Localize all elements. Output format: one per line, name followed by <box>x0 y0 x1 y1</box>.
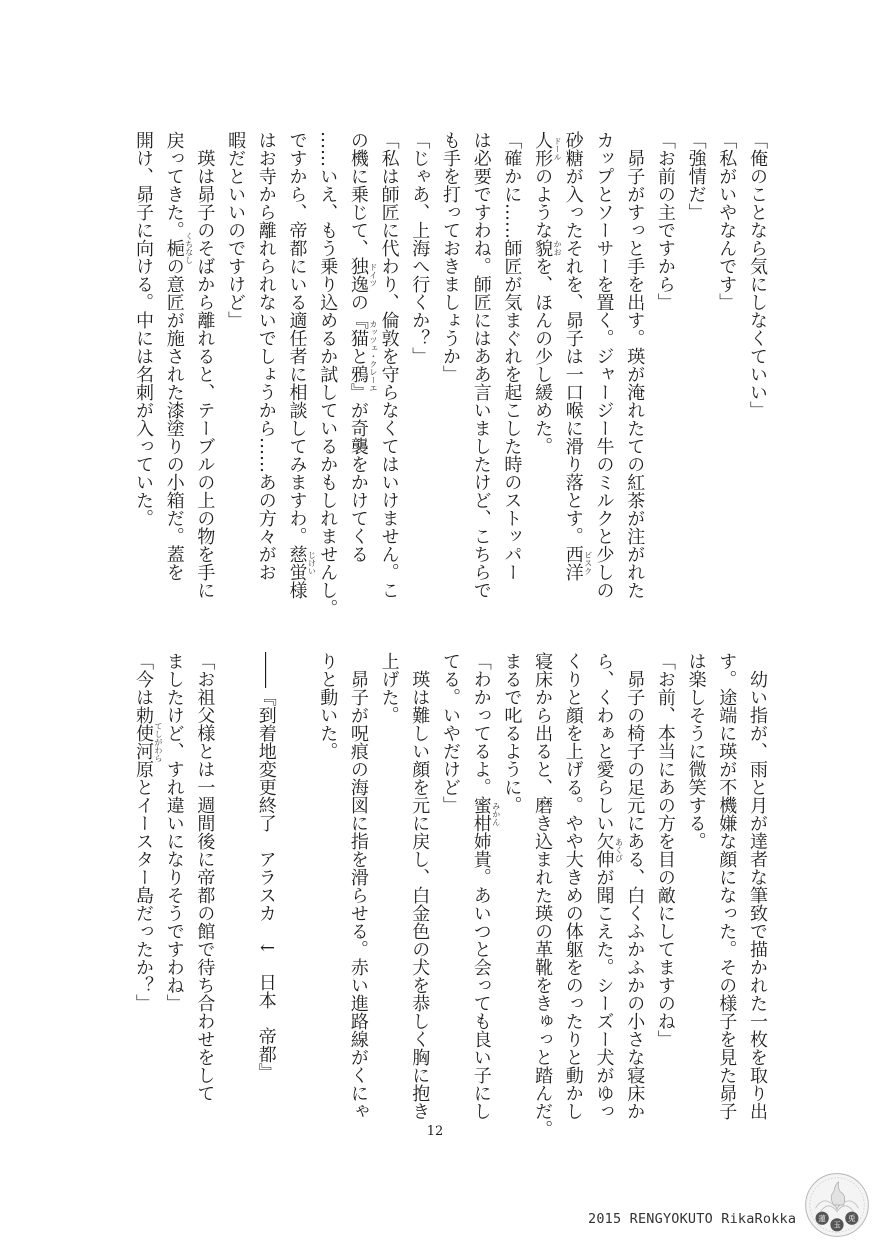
ruby-base-text: 貌 <box>532 239 554 257</box>
text-segment: 』が奇襲をかけてくる <box>347 383 369 563</box>
text-column <box>379 652 399 724</box>
text-segment: 瑛は難しい顔を元に戻し、白金色の犬を恭しく胸に抱き <box>409 652 431 1120</box>
logo-char-2: 玉 <box>833 1220 841 1230</box>
text-segment: カップとソーサーを置く。ジャージー牛のミルクと少しの <box>593 131 615 599</box>
ruby-base <box>286 545 317 581</box>
ruby-base <box>347 320 378 392</box>
text-segment: 砂糖が入ったそれを、昴子は一口喉に滑り落とす。 <box>562 131 584 545</box>
text-segment: 「俺のことなら気にしなくていい」 <box>747 131 768 419</box>
text-segment: 「じゃあ、上海へ行くか？」 <box>409 131 431 365</box>
text-column <box>716 131 736 311</box>
text-column <box>379 131 399 599</box>
text-segment: す。途端に瑛が不機嫌な顔になった。その様子を見た昴子 <box>716 652 738 1120</box>
text-segment: くりと顔を上げる。やや大きめの体躯をのったりと動かし <box>562 652 584 1120</box>
ruby-annotation: カッツェ・クレーエ <box>368 320 378 392</box>
text-segment: 暇だといいのですけど」 <box>225 131 247 329</box>
text-segment: 戻ってきた。 <box>163 131 185 239</box>
ruby-base <box>470 796 501 832</box>
ruby-base <box>593 832 624 868</box>
text-segment: 「お前、本当にあの方を目の敵にしてますのね」 <box>654 652 676 1048</box>
text-column <box>501 131 521 581</box>
text-segment: りと動いた。 <box>317 652 339 760</box>
text-segment: 「お祖父様とは一週間後に帝都の館で待ち合わせをして <box>194 652 216 1102</box>
ruby-base-text: 勅使河原 <box>133 706 154 778</box>
text-column <box>317 131 337 617</box>
text-column <box>471 131 491 599</box>
text-segment: 「わかってるよ。 <box>470 652 492 796</box>
ruby-annotation: くちなし <box>184 232 194 264</box>
ruby-annotation: かお <box>553 240 563 256</box>
text-segment: を、ほんの少し緩めた。 <box>532 257 554 455</box>
text-column <box>348 652 368 1120</box>
text-segment: 「お前の主ですから」 <box>654 131 676 311</box>
text-segment: 「確かに……師匠が気まぐれを起こした時のストッパー <box>501 131 523 581</box>
text-column <box>164 652 184 1012</box>
text-column <box>286 131 317 599</box>
text-segment: 瑛は昴子のそばから離れると、テーブルの上の物を手に <box>194 131 216 599</box>
text-segment: 「私がいやなんです」 <box>716 131 738 311</box>
text-segment: 「私は師匠に代わり、倫敦を守らなくてはいけません。こ <box>378 131 400 599</box>
text-segment: まるで叱るように。 <box>501 652 523 814</box>
text-column <box>440 131 460 383</box>
text-segment: の機に乗じて、 <box>347 131 369 257</box>
text-column <box>562 131 593 581</box>
text-column <box>593 652 624 1120</box>
text-column <box>256 131 276 581</box>
text-column <box>624 652 644 1120</box>
text-column <box>409 652 429 1120</box>
text-segment: 寝床から出ると、磨き込まれた瑛の革靴をきゅっと踏んだ。 <box>532 652 554 1138</box>
ruby-base <box>133 706 163 778</box>
ruby-base-text: 欠伸 <box>593 832 615 868</box>
page-number: 12 <box>426 1124 444 1139</box>
ruby-base <box>347 257 378 293</box>
text-column <box>133 652 163 1012</box>
text-column <box>347 131 378 563</box>
text-column <box>686 652 706 850</box>
ruby-base-text: 蜜柑 <box>470 796 492 832</box>
text-segment: ましたけど、すれ違いになりそうですわね」 <box>163 652 185 1012</box>
text-segment: 昴子がすっと手を出す。瑛が淹れたての紅茶が注がれた <box>624 131 646 599</box>
text-column <box>716 652 736 1120</box>
ruby-annotation: あくび <box>614 838 624 862</box>
ruby-base-text: 猫と鴉 <box>347 329 369 383</box>
text-column <box>163 131 194 581</box>
ruby-base-text: 人形 <box>532 131 554 167</box>
text-column <box>655 131 675 311</box>
text-segment: 姉貴。あいつと会っても良い子にし <box>470 832 492 1120</box>
logo-char-3: 兎 <box>848 1214 856 1224</box>
text-segment: ――『到着地変更終了 アラスカ ↓ 日本 帝都』 <box>255 652 277 1082</box>
text-column <box>686 131 706 221</box>
ruby-annotation: ビスク <box>583 551 593 575</box>
text-column <box>194 652 214 1102</box>
text-segment: 「強情だ」 <box>685 131 707 221</box>
text-column <box>317 652 337 760</box>
text-column <box>256 652 276 1081</box>
text-segment: てる。いやだけど」 <box>440 652 461 814</box>
text-column <box>532 131 563 455</box>
ruby-base <box>163 232 194 264</box>
text-segment: ……いえ、もう乗り込めるか試しているかもしれませんし。 <box>317 131 339 617</box>
ruby-base-text: 西洋 <box>562 545 584 581</box>
footer-credit: 2015 RENGYOKUTO RikaRokka <box>588 1211 797 1227</box>
text-segment: も手を打っておきましょうか」 <box>440 131 461 383</box>
text-column <box>624 131 644 599</box>
text-segment: 開け、昴子に向ける。中には名刺が入っていた。 <box>133 131 154 527</box>
text-column <box>532 652 552 1138</box>
circle-logo-icon <box>804 1172 870 1238</box>
text-column <box>594 131 614 599</box>
ruby-annotation: みかん <box>491 802 501 826</box>
text-segment: のような <box>532 167 554 239</box>
text-column <box>563 652 583 1120</box>
ruby-base <box>532 131 563 167</box>
text-column <box>409 131 429 365</box>
text-column <box>747 131 767 419</box>
ruby-annotation: じけい <box>307 551 317 575</box>
text-column <box>470 652 501 1120</box>
logo-char-1: 蓮 <box>818 1214 826 1224</box>
text-segment: 様 <box>286 581 308 599</box>
text-segment: 幼い指が、雨と月が達者な筆致で描かれた一枚を取り出 <box>747 652 768 1120</box>
ruby-base-text: 梔 <box>163 239 185 257</box>
text-segment: の意匠が施された漆塗りの小箱だ。蓋を <box>163 257 185 581</box>
text-segment: とイースター島だったか？」 <box>133 778 154 1012</box>
text-column <box>501 652 521 814</box>
text-segment: ら、くわぁと愛らしい <box>593 652 615 832</box>
ruby-annotation: ドイツ <box>368 263 378 287</box>
text-segment: は必要ですわね。師匠にはああ言いましたけど、こちらで <box>470 131 492 599</box>
text-segment: 上げた。 <box>378 652 400 724</box>
text-segment: が聞こえた。シーズー犬がゆっ <box>593 868 615 1120</box>
text-segment: 「今は <box>133 652 154 706</box>
ruby-annotation: ドール <box>553 137 563 161</box>
text-column <box>225 131 245 329</box>
text-column <box>747 652 767 1120</box>
text-segment: 昴子が呪痕の海図に指を滑らせる。赤い進路線がくにゃ <box>347 652 369 1120</box>
ruby-base <box>562 545 593 581</box>
text-column <box>655 652 675 1048</box>
text-segment: 昴子の椅子の足元にある、白くふかふかの小さな寝床か <box>624 652 646 1120</box>
text-segment: ですから、帝都にいる適任者に相談してみますわ。 <box>286 131 308 545</box>
text-segment: はお寺から離れられないでしょうから……あの方々がお <box>255 131 277 581</box>
ruby-base-text: 独逸 <box>347 257 369 293</box>
ruby-base <box>532 239 563 257</box>
text-column <box>440 652 460 814</box>
ruby-annotation: てしがわら <box>154 722 163 762</box>
ruby-base-text: 慈蛍 <box>286 545 308 581</box>
text-column <box>133 131 153 527</box>
text-segment: の『 <box>347 293 369 329</box>
text-segment: は楽しそうに微笑する。 <box>685 652 707 850</box>
text-column <box>194 131 214 599</box>
